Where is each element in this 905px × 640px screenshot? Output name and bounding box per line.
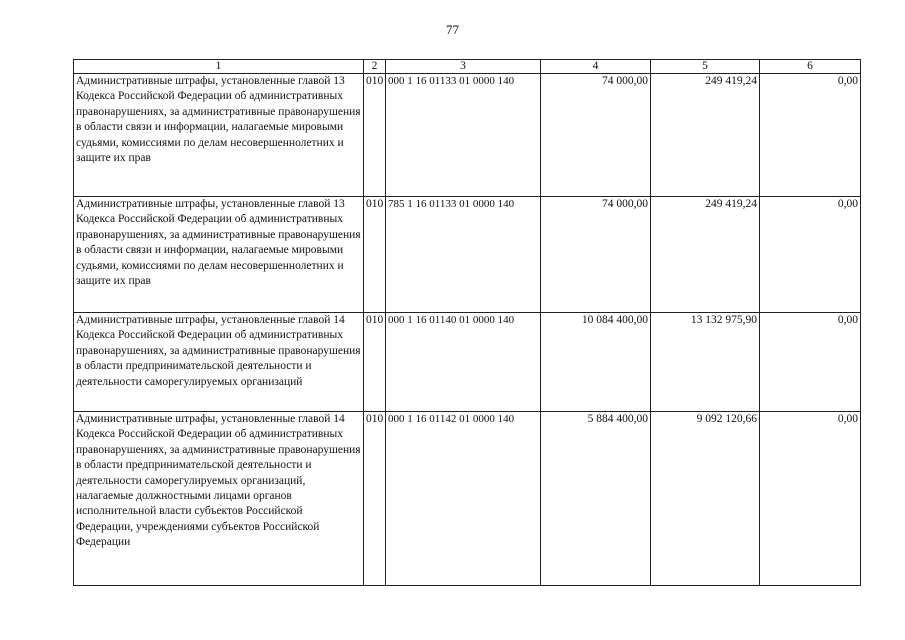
row-col6-amount: 0,00 <box>760 74 861 197</box>
page-number: 77 <box>446 22 459 37</box>
column-header-5: 5 <box>651 60 760 74</box>
column-header-3: 3 <box>386 60 541 74</box>
column-header-4: 4 <box>541 60 651 74</box>
row-description: Административные штрафы, установленные главой 13 Кодекса Российской Федерации об административных правонарушениях, за административные правонарушения в области связи и информации, налагаемые мировыми судьями, комиссиями по делам несовершеннолетних и защите их прав <box>74 197 364 313</box>
table-row <box>74 197 861 313</box>
row-kbk: 000 1 16 01142 01 0000 140 <box>386 412 541 586</box>
report-table <box>73 59 861 586</box>
row-col6-amount: 0,00 <box>760 197 861 313</box>
row-description: Административные штрафы, установленные главой 13 Кодекса Российской Федерации об административных правонарушениях, за административные правонарушения в области связи и информации, налагаемые мировыми судьями, комиссиями по делам несовершеннолетних и защите их прав <box>74 74 364 197</box>
table-row <box>74 412 861 586</box>
row-col4-amount: 74 000,00 <box>541 74 651 197</box>
row-col5-amount: 249 419,24 <box>651 74 760 197</box>
row-col4-amount: 10 084 400,00 <box>541 313 651 412</box>
row-kbk: 785 1 16 01133 01 0000 140 <box>386 197 541 313</box>
header-row <box>74 60 861 74</box>
row-description: Административные штрафы, установленные главой 14 Кодекса Российской Федерации об административных правонарушениях, за административные правонарушения в области предпринимательской деятельности и деятельности саморегулируемых организаций <box>74 313 364 412</box>
row-code: 010 <box>364 197 386 313</box>
row-col4-amount: 5 884 400,00 <box>541 412 651 586</box>
column-header-6: 6 <box>760 60 861 74</box>
table-row <box>74 313 861 412</box>
row-kbk: 000 1 16 01133 01 0000 140 <box>386 74 541 197</box>
row-kbk: 000 1 16 01140 01 0000 140 <box>386 313 541 412</box>
row-code: 010 <box>364 313 386 412</box>
table-row <box>74 74 861 197</box>
row-description: Административные штрафы, установленные главой 14 Кодекса Российской Федерации об административных правонарушениях, за административные правонарушения в области предпринимательской деятельности и деятельности саморегулируемых организаций, налагаемые должностными лицами органов исполнительной власти субъектов Российской Федерации, учреждениями субъектов Российской Федерации <box>74 412 364 586</box>
column-header-2: 2 <box>364 60 386 74</box>
row-col4-amount: 74 000,00 <box>541 197 651 313</box>
row-code: 010 <box>364 74 386 197</box>
row-col6-amount: 0,00 <box>760 412 861 586</box>
row-col5-amount: 9 092 120,66 <box>651 412 760 586</box>
row-col5-amount: 249 419,24 <box>651 197 760 313</box>
row-col5-amount: 13 132 975,90 <box>651 313 760 412</box>
column-header-1: 1 <box>74 60 364 74</box>
row-code: 010 <box>364 412 386 586</box>
row-col6-amount: 0,00 <box>760 313 861 412</box>
